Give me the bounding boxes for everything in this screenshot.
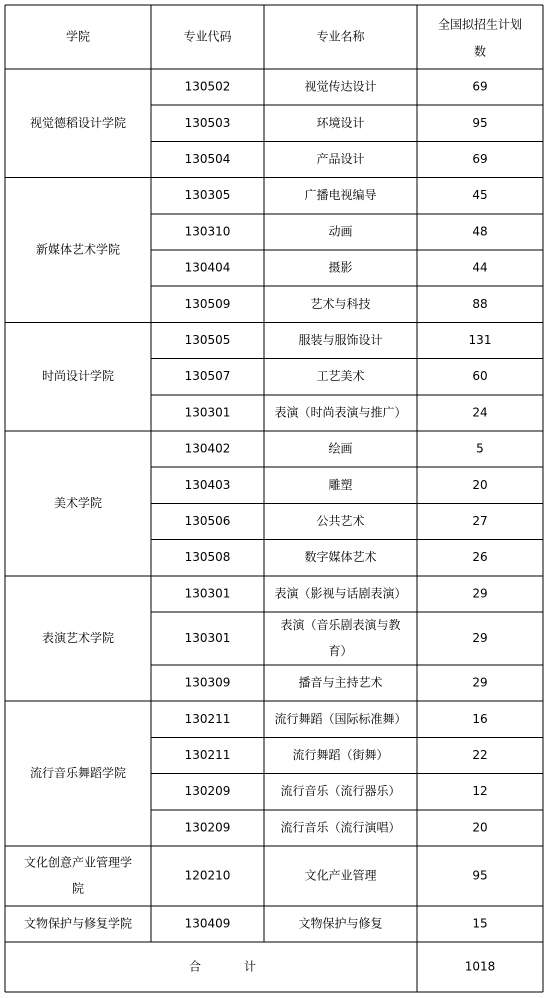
cell-quota: 26 bbox=[472, 550, 488, 565]
cell-code: 130503 bbox=[184, 115, 231, 130]
cell-code: 130310 bbox=[184, 224, 231, 239]
cell-code: 130211 bbox=[184, 748, 231, 762]
cell-college: 新媒体艺术学院 bbox=[35, 242, 121, 257]
cell-code: 130301 bbox=[184, 586, 231, 601]
cell-code: 130502 bbox=[184, 79, 231, 94]
cell-major: 动画 bbox=[328, 224, 353, 239]
cell-major: 摄影 bbox=[328, 260, 353, 275]
cell-major: 雕塑 bbox=[328, 477, 353, 492]
cell-quota: 27 bbox=[472, 514, 488, 528]
cell-quota: 88 bbox=[472, 296, 488, 311]
cell-college: 院 bbox=[71, 881, 85, 896]
cell-quota: 29 bbox=[472, 631, 488, 645]
cell-quota: 15 bbox=[472, 916, 488, 931]
cell-code: 120210 bbox=[184, 868, 231, 883]
cell-code: 130301 bbox=[184, 405, 231, 420]
cell-quota: 95 bbox=[472, 115, 488, 130]
cell-major: 表演（音乐剧表演与教 bbox=[280, 618, 401, 632]
cell-major: 播音与主持艺术 bbox=[298, 675, 383, 690]
cell-code: 130504 bbox=[184, 152, 231, 166]
cell-quota: 45 bbox=[472, 188, 488, 203]
cell-major: 表演（时尚表演与推广） bbox=[274, 405, 407, 420]
cell-quota: 29 bbox=[472, 586, 488, 601]
cell-major: 公共艺术 bbox=[316, 514, 365, 528]
cell-code: 130404 bbox=[184, 260, 231, 275]
cell-major: 服装与服饰设计 bbox=[298, 333, 383, 347]
cell-major: 工艺美术 bbox=[316, 369, 365, 384]
cell-college: 文物保护与修复学院 bbox=[23, 916, 133, 931]
cell-quota: 44 bbox=[472, 260, 488, 275]
cell-major: 产品设计 bbox=[316, 152, 365, 166]
cell-college: 视觉德稻设计学院 bbox=[29, 115, 127, 130]
cell-major: 表演（影视与话剧表演） bbox=[274, 586, 407, 601]
cell-code: 130305 bbox=[184, 188, 231, 203]
header-college: 学院 bbox=[65, 29, 91, 44]
cell-code: 130508 bbox=[184, 550, 231, 565]
cell-quota: 29 bbox=[472, 675, 488, 690]
cell-code: 130211 bbox=[184, 711, 231, 726]
cell-college: 文化创意产业管理学 bbox=[23, 855, 133, 870]
cell-quota: 48 bbox=[472, 224, 488, 239]
cell-major: 育） bbox=[328, 644, 353, 658]
total-label: 合 bbox=[188, 959, 202, 974]
cell-quota: 60 bbox=[472, 369, 488, 384]
cell-code: 130209 bbox=[184, 784, 231, 799]
cell-quota: 131 bbox=[468, 333, 492, 347]
cell-college: 时尚设计学院 bbox=[41, 369, 115, 384]
cell-major: 视觉传达设计 bbox=[304, 79, 377, 94]
cell-quota: 5 bbox=[476, 441, 484, 456]
cell-major: 文化产业管理 bbox=[304, 868, 377, 883]
cell-major: 流行舞蹈（国际标准舞） bbox=[274, 711, 407, 726]
cell-code: 130301 bbox=[184, 631, 231, 645]
cell-quota: 69 bbox=[472, 79, 488, 94]
cell-code: 130505 bbox=[184, 333, 231, 347]
cell-quota: 20 bbox=[472, 820, 488, 835]
cell-college: 美术学院 bbox=[53, 495, 103, 510]
cell-major: 广播电视编导 bbox=[304, 188, 377, 203]
cell-quota: 20 bbox=[472, 477, 488, 492]
cell-major: 艺术与科技 bbox=[310, 296, 371, 311]
cell-quota: 95 bbox=[472, 868, 488, 883]
cell-major: 环境设计 bbox=[316, 115, 365, 130]
cell-code: 130402 bbox=[184, 441, 231, 456]
cell-major: 流行音乐（流行器乐） bbox=[280, 784, 401, 799]
cell-major: 流行音乐（流行演唱） bbox=[280, 820, 401, 835]
cell-quota: 16 bbox=[472, 711, 488, 726]
cell-code: 130509 bbox=[184, 296, 231, 311]
cell-quota: 22 bbox=[472, 748, 488, 762]
total-value: 1018 bbox=[464, 959, 496, 974]
cell-quota: 69 bbox=[472, 152, 488, 166]
cell-college: 表演艺术学院 bbox=[41, 631, 115, 645]
header-quota: 全国拟招生计划 bbox=[437, 17, 523, 32]
cell-code: 130309 bbox=[184, 675, 231, 690]
header-code: 专业代码 bbox=[183, 29, 232, 44]
cell-code: 130403 bbox=[184, 477, 231, 492]
header-major: 专业名称 bbox=[316, 29, 365, 44]
cell-code: 130507 bbox=[184, 369, 231, 384]
cell-major: 文物保护与修复 bbox=[298, 916, 383, 931]
cell-major: 流行舞蹈（街舞） bbox=[292, 748, 389, 762]
cell-code: 130506 bbox=[184, 514, 231, 528]
cell-code: 130209 bbox=[184, 820, 231, 835]
cell-quota: 12 bbox=[472, 784, 488, 799]
cell-code: 130409 bbox=[184, 916, 231, 931]
cell-quota: 24 bbox=[472, 405, 488, 420]
total-label: 计 bbox=[243, 959, 257, 974]
cell-major: 绘画 bbox=[328, 441, 353, 456]
cell-major: 数字媒体艺术 bbox=[304, 550, 377, 565]
header-quota: 数 bbox=[473, 44, 487, 59]
cell-college: 流行音乐舞蹈学院 bbox=[29, 766, 127, 781]
